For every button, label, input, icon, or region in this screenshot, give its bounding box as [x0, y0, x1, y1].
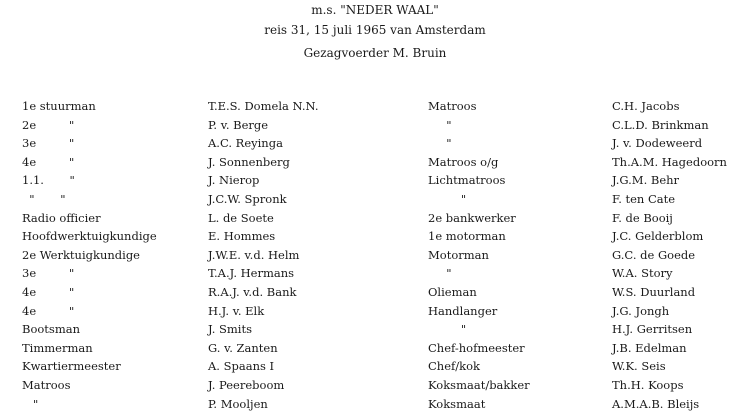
- name-left: G. v. Zanten: [208, 340, 278, 355]
- crew-roster: [0, 97, 750, 417]
- rank-right: ": [428, 192, 467, 206]
- rank-right: Motorman: [428, 247, 489, 262]
- rank-right: ": [428, 322, 467, 337]
- roster-row: [0, 190, 750, 208]
- name-right: Th.A.M. Hagedoorn: [612, 154, 727, 169]
- voyage-line: reis 31, 15 juli 1965 van Amsterdam: [264, 23, 486, 37]
- roster-row: [0, 302, 750, 320]
- rank-right: Matroos o/g: [428, 154, 499, 169]
- rank-right: Olieman: [428, 285, 477, 299]
- name-left: R.A.J. v.d. Bank: [208, 285, 297, 299]
- rank-left: 4e ": [22, 285, 75, 299]
- rank-left: 1.1. ": [22, 173, 75, 188]
- name-left: J.C.W. Spronk: [208, 192, 287, 206]
- name-right: J.C. Gelderblom: [612, 229, 704, 244]
- rank-right: Handlanger: [428, 303, 498, 318]
- name-left: A.C. Reyinga: [208, 136, 283, 151]
- roster-row: [0, 264, 750, 282]
- rank-right: Chef-hofmeester: [428, 340, 525, 355]
- rank-right: ": [428, 266, 452, 281]
- roster-row: [0, 357, 750, 375]
- name-left: L. de Soete: [208, 210, 274, 225]
- name-left: H.J. v. Elk: [208, 303, 265, 318]
- rank-left: 4e ": [22, 303, 75, 318]
- name-right: F. ten Cate: [612, 192, 676, 206]
- rank-right: Lichtmatroos: [428, 173, 506, 188]
- name-left: J. Peereboom: [208, 378, 285, 392]
- rank-left: Kwartiermeester: [22, 359, 121, 374]
- name-left: T.E.S. Domela N.N.: [208, 99, 319, 113]
- name-left: A. Spaans I: [208, 359, 275, 374]
- rank-right: 2e bankwerker: [428, 210, 516, 225]
- name-right: J.G.M. Behr: [612, 173, 680, 188]
- rank-left: 3e ": [22, 266, 75, 281]
- name-right: F. de Booij: [612, 210, 673, 225]
- rank-right: ": [428, 117, 452, 132]
- roster-row: [0, 209, 750, 227]
- rank-right: Koksmaat: [428, 396, 486, 411]
- name-left: J.W.E. v.d. Helm: [208, 247, 300, 262]
- roster-row: [0, 339, 750, 357]
- roster-row: [0, 320, 750, 338]
- rank-right: Chef/kok: [428, 359, 481, 374]
- name-left: J. Sonnenberg: [208, 154, 290, 169]
- rank-left: 2e ": [22, 117, 75, 132]
- roster-row: [0, 227, 750, 245]
- name-right: W.S. Duurland: [612, 285, 696, 299]
- name-right: J. v. Dodeweerd: [612, 136, 703, 151]
- name-right: J.B. Edelman: [612, 340, 687, 355]
- name-right: A.M.A.B. Bleijs: [612, 396, 700, 411]
- name-left: E. Hommes: [208, 229, 276, 244]
- name-right: W.A. Story: [612, 266, 673, 281]
- name-right: H.J. Gerritsen: [612, 322, 693, 337]
- name-left: J. Smits: [208, 322, 253, 337]
- roster-row: [0, 246, 750, 264]
- rank-right: Koksmaat/bakker: [428, 378, 530, 392]
- rank-left: 2e Werktuigkundige: [22, 247, 140, 262]
- rank-left: Hoofdwerktuigkundige: [22, 229, 157, 244]
- name-left: P. v. Berge: [208, 117, 269, 132]
- roster-row: [0, 283, 750, 301]
- name-right: C.L.D. Brinkman: [612, 117, 709, 132]
- roster-row: [0, 116, 750, 134]
- roster-row: [0, 153, 750, 171]
- rank-right: ": [428, 136, 452, 151]
- rank-left: Matroos: [22, 378, 71, 392]
- rank-left: 3e ": [22, 136, 75, 151]
- name-right: W.K. Seis: [612, 359, 666, 374]
- name-left: P. Mooljen: [208, 396, 268, 411]
- roster-row: [0, 97, 750, 115]
- captain-line: Gezagvoerder M. Bruin: [303, 46, 447, 60]
- rank-left: ": [22, 396, 39, 411]
- rank-right: Matroos: [428, 99, 477, 113]
- name-right: Th.H. Koops: [612, 378, 684, 392]
- roster-row: [0, 395, 750, 413]
- roster-row: [0, 171, 750, 189]
- ship-name: m.s. "NEDER WAAL": [311, 3, 439, 17]
- rank-left: Timmerman: [22, 340, 93, 355]
- name-left: J. Nierop: [208, 173, 260, 188]
- name-right: J.G. Jongh: [612, 303, 670, 318]
- roster-row: [0, 134, 750, 152]
- rank-left: Radio officier: [22, 210, 101, 225]
- roster-row: [0, 376, 750, 394]
- rank-left: " ": [22, 192, 66, 206]
- rank-right: 1e motorman: [428, 229, 506, 244]
- name-right: C.H. Jacobs: [612, 99, 680, 113]
- rank-left: Bootsman: [22, 322, 80, 337]
- rank-left: 1e stuurman: [22, 99, 96, 113]
- rank-left: 4e ": [22, 154, 75, 169]
- name-left: T.A.J. Hermans: [208, 266, 295, 281]
- name-right: G.C. de Goede: [612, 247, 696, 262]
